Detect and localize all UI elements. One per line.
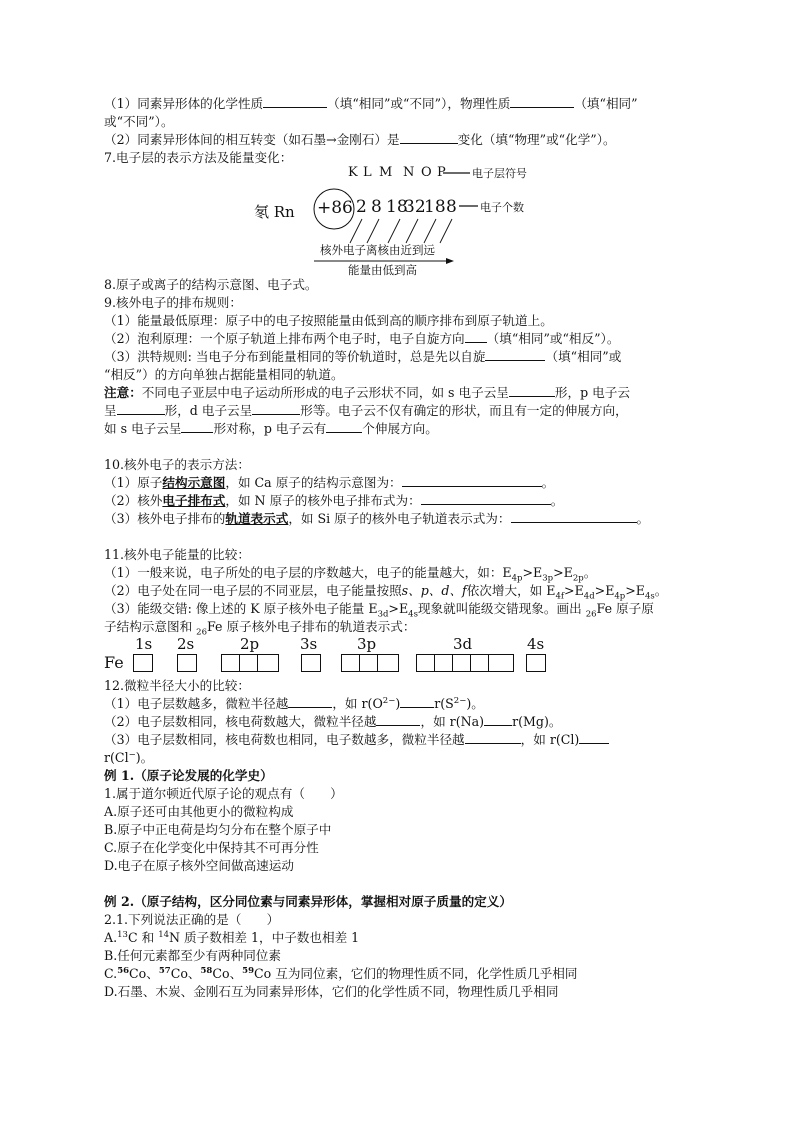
- orbital-box-3s[interactable]: [301, 654, 321, 672]
- element-label: 氡 Rn: [254, 203, 295, 221]
- electron-count: 8: [371, 197, 382, 217]
- orbital-box-3d[interactable]: [416, 654, 514, 672]
- text-line: 如 s 电子云呈 形对称，p 电子云有 个伸展方向。: [104, 421, 438, 436]
- nucleus-charge: +86: [317, 198, 353, 218]
- orbital-box-1s[interactable]: [133, 654, 153, 672]
- answer-blank[interactable]: [484, 713, 512, 726]
- text-line: 8.原子或离子的结构示意图、电子式。: [104, 277, 318, 292]
- orbital-box-2s[interactable]: [177, 654, 197, 672]
- shell-letter: P: [437, 165, 446, 180]
- example-1-title: 例 1.（原子论发展的化学史）: [104, 768, 273, 783]
- answer-blank[interactable]: [326, 420, 362, 433]
- answer-blank[interactable]: [117, 402, 165, 415]
- text-line: 12.微粒半径大小的比较：: [104, 678, 250, 693]
- shell-letter: K: [348, 165, 358, 180]
- answer-blank[interactable]: [465, 330, 487, 343]
- orbital-label: 4s: [527, 635, 545, 653]
- answer-blank[interactable]: [402, 474, 542, 487]
- orbital-element: Fe: [104, 653, 124, 672]
- orbital-box-3p[interactable]: [341, 654, 399, 672]
- option-a[interactable]: A.原子还可由其他更小的微粒构成: [104, 804, 294, 819]
- orbital-label: 3s: [300, 635, 318, 653]
- example-2-title: 例 2.（原子结构，区分同位素与同素异形体，掌握相对原子质量的定义）: [104, 894, 512, 909]
- shell-letter: M: [379, 165, 393, 180]
- text-line: 11.核外电子能量的比较：: [104, 547, 250, 562]
- option-b[interactable]: B.原子中正电荷是均匀分布在整个原子中: [104, 822, 332, 837]
- answer-blank[interactable]: [400, 695, 434, 708]
- question: 2.1.下列说法正确的是（ ）: [104, 912, 280, 927]
- question: 1.属于道尔顿近代原子论的观点有（ ）: [104, 786, 343, 801]
- option-b[interactable]: B.任何元素都至少有两种同位素: [104, 948, 281, 963]
- answer-blank[interactable]: [376, 713, 420, 726]
- text-line: 注意：不同电子亚层中电子运动所形成的电子云形状不同，如 s 电子云呈 形，p 电子云: [104, 385, 630, 400]
- answer-blank[interactable]: [400, 131, 458, 144]
- text-line: （3）洪特规则: 当电子分布到能量相同的等价轨道时，总是先以自旋 （填“相同”或: [104, 349, 622, 364]
- text-line: 或“不同”）。: [104, 114, 174, 129]
- orbital-box-4s[interactable]: [526, 654, 546, 672]
- electron-count: 8: [446, 197, 457, 217]
- text-line: 7.电子层的表示方法及能量变化：: [104, 150, 293, 165]
- answer-blank[interactable]: [181, 420, 213, 433]
- option-c[interactable]: C.$^{56}$Co、$^{57}$Co、$^{58}$Co、$^{59}$Co 互为同位素，它们的物理性质不同，化学性质几乎相同: [104, 965, 578, 981]
- text-line: （1）原子结构示意图，如 Ca 原子的结构示意图为： 。: [104, 475, 555, 490]
- text-line: （2）同素异形体间的相互转变（如石墨→金刚石）是 变化（填“物理”或“化学”）。: [104, 132, 616, 147]
- orbital-label: 1s: [135, 635, 153, 653]
- answer-blank[interactable]: [509, 384, 555, 397]
- shell-letter: N: [403, 165, 415, 180]
- answer-blank[interactable]: [252, 402, 300, 415]
- orbital-box-2p[interactable]: [221, 654, 279, 672]
- text-line: （3）电子层数相同，核电荷数也相同，电子数越多，微粒半径越 ，如 r(Cl): [104, 731, 609, 749]
- electron-count: 32: [404, 197, 426, 217]
- text-line: （3）核外电子排布的轨道表示式，如 Si 原子的核外电子轨道表示式为： 。: [104, 511, 650, 526]
- answer-blank[interactable]: [485, 348, 545, 361]
- shell-symbol-label: 电子层符号: [472, 167, 527, 180]
- answer-blank[interactable]: [511, 510, 637, 523]
- text-line: 10.核外电子的表示方法：: [104, 457, 250, 472]
- electron-count: 18: [424, 197, 446, 217]
- option-c[interactable]: C.原子在化学变化中保持其不可再分性: [104, 840, 319, 855]
- text-line: （3）能级交错: 像上述的 K 原子核外电子能量 $E_{3d}>E_{4s}$现象就叫能级交错现象。画出 $_{26}$Fe 原子原: [104, 601, 654, 620]
- orbital-label: 3p: [357, 635, 377, 653]
- text-line: 子结构示意图和 $_{26}$Fe 原子核外电子排布的轨道表示式：: [104, 619, 416, 638]
- answer-blank[interactable]: [579, 731, 609, 744]
- answer-blank[interactable]: [288, 695, 332, 708]
- electron-shell-diagram: [250, 165, 550, 280]
- orbital-label: 2s: [177, 635, 195, 653]
- option-a[interactable]: A.$^{13}$C 和 $^{14}$N 质子数相差 1，中子数也相差 1: [104, 929, 360, 945]
- text-line: 呈 形，d 电子云呈 形等。电子云不仅有确定的形状，而且有一定的伸展方向，: [104, 403, 628, 418]
- option-d[interactable]: D.石墨、木炭、金刚石互为同素异形体，它们的化学性质不同，物理性质几乎相同: [104, 984, 559, 999]
- text-line: （1）能量最低原理：原子中的电子按照能量由低到高的顺序排布到原子轨道上。: [104, 313, 553, 328]
- text-line: “相反”）的方向单独占据能量相同的轨道。: [104, 367, 344, 382]
- orbital-label: 2p: [240, 635, 260, 653]
- text-line: r(Cl−)。: [104, 749, 154, 765]
- answer-blank[interactable]: [421, 492, 551, 505]
- answer-blank[interactable]: [263, 95, 327, 108]
- electron-count: 2: [356, 197, 367, 217]
- text-line: （2）电子层数相同，核电荷数越大，微粒半径越 ，如 r(Na) r(Mg)。: [104, 714, 562, 729]
- answer-blank[interactable]: [465, 731, 521, 744]
- text-line: （1）同素异形体的化学性质 （填“相同”或“不同”），物理性质 （填“相同”: [104, 96, 638, 111]
- text-line: （2）泡利原理：一个原子轨道上排布两个电子时，电子自旋方向 （填“相同”或“相反”）。: [104, 331, 620, 346]
- electron-count: 18: [386, 197, 408, 217]
- shell-letter: L: [363, 165, 372, 180]
- text-line: （2）核外电子排布式，如 N 原子的核外电子排布式为： 。: [104, 493, 564, 508]
- answer-blank[interactable]: [510, 95, 574, 108]
- arrow-caption: 核外电子离核由近到远: [320, 243, 435, 257]
- text-line: 9.核外电子的排布规则：: [104, 295, 242, 310]
- electron-count-label: 电子个数: [480, 201, 524, 214]
- text-line: （1）一般来说，电子所处的电子层的序数越大，电子的能量越大，如：$E_{4p}>E_{3p}>E_{2p}$。: [104, 565, 597, 584]
- orbital-label: 3d: [453, 635, 473, 653]
- option-d[interactable]: D.电子在原子核外空间做高速运动: [104, 858, 294, 873]
- arrow-caption: 能量由低到高: [348, 263, 417, 277]
- text-line: （1）电子层数越多，微粒半径越 ，如 $r(O^{2-})$ $r(S^{2-})$。: [104, 695, 484, 711]
- shell-letter: O: [421, 165, 432, 180]
- text-line: （2）电子处在同一电子层的不同亚层，电子能量按照s、p、d、f依次增大，如 $E_{4f}>E_{4d}>E_{4p}>E_{4s}$。: [104, 583, 668, 602]
